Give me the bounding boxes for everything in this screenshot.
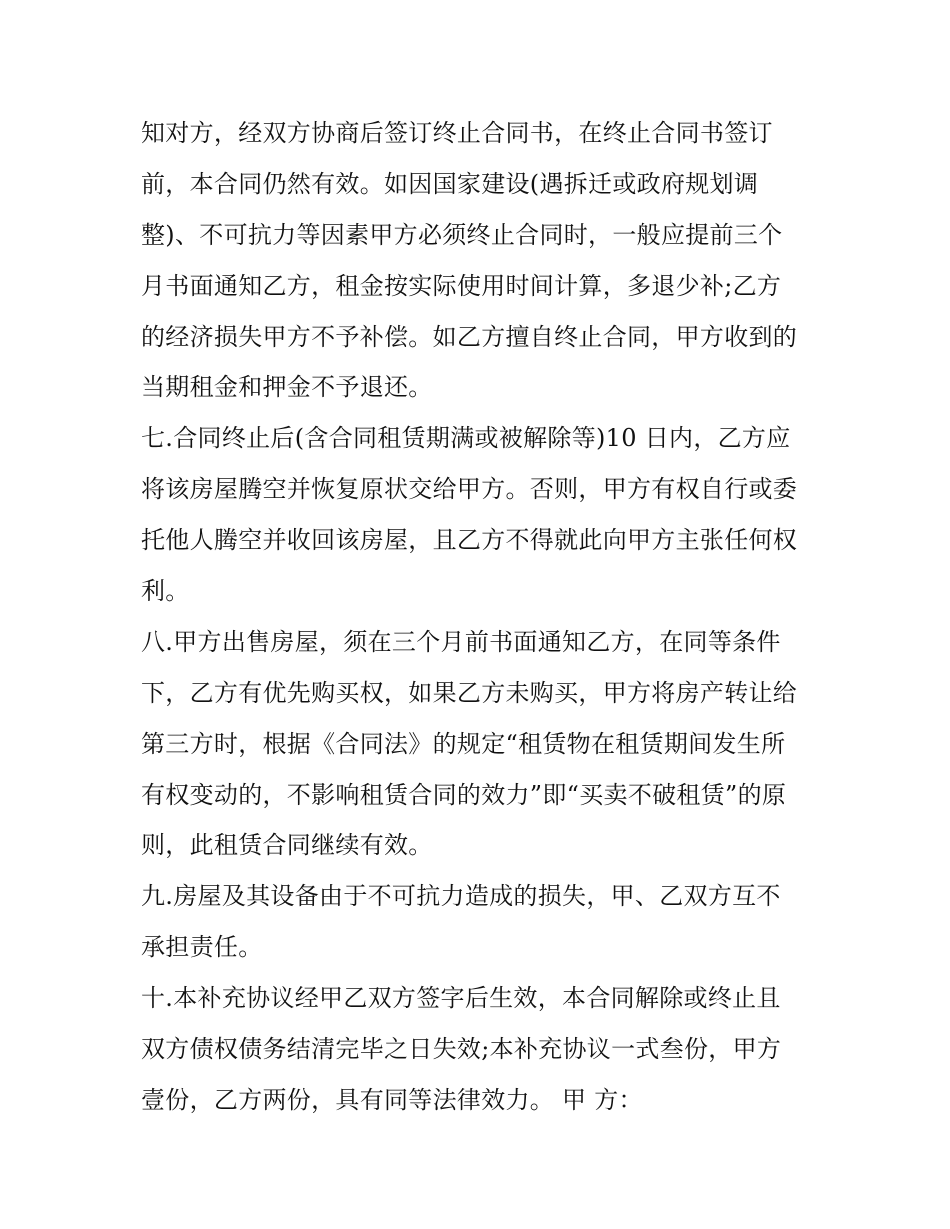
- text-line: 双方债权债务结清完毕之日失效;本补充协议一式叁份，甲方: [141, 1035, 782, 1064]
- text-line: 承担责任。: [141, 933, 263, 962]
- text-line: 利。: [141, 577, 190, 606]
- text-line: 下，乙方有优先购买权，如果乙方未购买，甲方将房产转让给: [141, 678, 798, 707]
- text-line: 整)、不可抗力等因素甲方必须终止合同时，一般应提前三个: [141, 220, 783, 249]
- text-line: 托他人腾空并收回该房屋，且乙方不得就此向甲方主张任何权: [141, 526, 798, 555]
- text-line: 则，此租赁合同继续有效。: [141, 831, 433, 860]
- text-line: 第三方时，根据《合同法》的规定“租赁物在租赁期间发生所: [141, 729, 786, 758]
- text-line: 有权变动的，不影响租赁合同的效力”即“买卖不破租赁”的原: [141, 780, 787, 809]
- text-line: 的经济损失甲方不予补偿。如乙方擅自终止合同，甲方收到的: [141, 322, 798, 351]
- text-line: 壹份，乙方两份，具有同等法律效力。 甲 方：: [141, 1085, 643, 1114]
- text-line: 月书面通知乙方，租金按实际使用时间计算，多退少补;乙方: [141, 271, 782, 300]
- text-line: 八.甲方出售房屋，须在三个月前书面通知乙方，在同等条件: [141, 627, 781, 656]
- text-line: 十.本补充协议经甲乙双方签字后生效，本合同解除或终止且: [141, 984, 781, 1013]
- text-line: 七.合同终止后(含合同租赁期满或被解除等)10 日内，乙方应: [141, 424, 791, 453]
- text-line: 当期租金和押金不予退还。: [141, 373, 433, 402]
- document-body: [141, 108, 813, 1126]
- text-line: 九.房屋及其设备由于不可抗力造成的损失，甲、乙双方互不: [141, 882, 781, 911]
- text-line: 前，本合同仍然有效。如因国家建设(遇拆迁或政府规划调: [141, 169, 759, 198]
- text-line: 知对方，经双方协商后签订终止合同书，在终止合同书签订: [141, 119, 773, 147]
- text-line: 将该房屋腾空并恢复原状交给甲方。否则，甲方有权自行或委: [141, 475, 798, 504]
